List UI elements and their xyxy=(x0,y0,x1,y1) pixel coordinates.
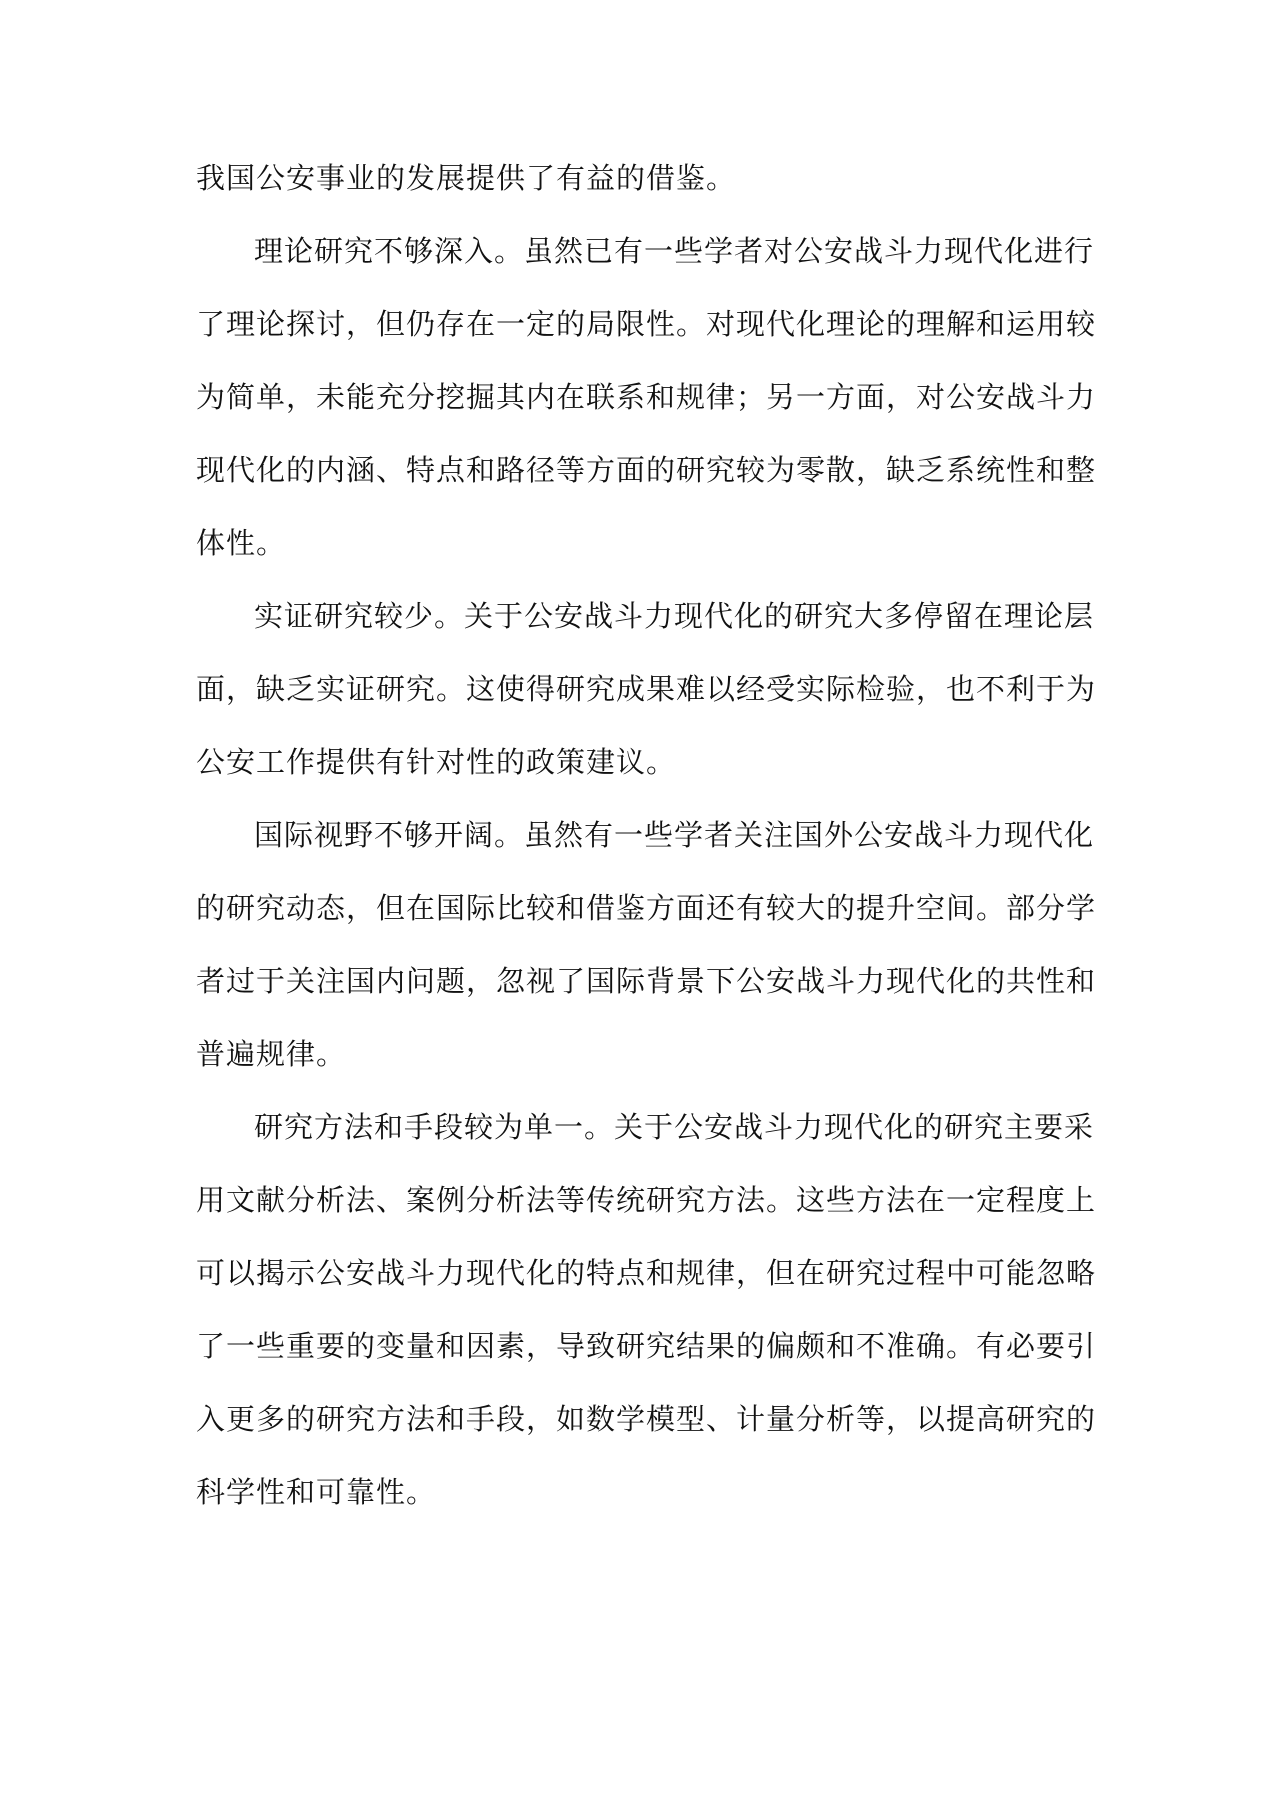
paragraph-5-line-5: 入更多的研究方法和手段，如数学模型、计量分析等，以提高研究的 xyxy=(196,1402,1097,1436)
paragraph-5-line-4: 了一些重要的变量和因素，导致研究结果的偏颇和不准确。有必要引 xyxy=(196,1329,1097,1363)
paragraph-2-line-5: 体性。 xyxy=(196,526,287,560)
paragraph-2-line-4: 现代化的内涵、特点和路径等方面的研究较为零散，缺乏系统性和整 xyxy=(196,453,1097,487)
paragraph-4-line-2: 的研究动态，但在国际比较和借鉴方面还有较大的提升空间。部分学 xyxy=(196,891,1097,925)
paragraph-5-line-6: 科学性和可靠性。 xyxy=(196,1475,437,1509)
paragraph-2-line-1: 理论研究不够深入。虽然已有一些学者对公安战斗力现代化进行 xyxy=(254,234,1095,268)
paragraph-3-line-2: 面，缺乏实证研究。这使得研究成果难以经受实际检验，也不利于为 xyxy=(196,672,1097,706)
paragraph-2-line-2: 了理论探讨，但仍存在一定的局限性。对现代化理论的理解和运用较 xyxy=(196,307,1097,341)
paragraph-5-line-1: 研究方法和手段较为单一。关于公安战斗力现代化的研究主要采 xyxy=(254,1110,1095,1144)
paragraph-4-line-4: 普遍规律。 xyxy=(196,1037,347,1071)
paragraph-3-line-1: 实证研究较少。关于公安战斗力现代化的研究大多停留在理论层 xyxy=(254,599,1095,633)
paragraph-2-line-3: 为简单，未能充分挖掘其内在联系和规律；另一方面，对公安战斗力 xyxy=(196,380,1097,414)
paragraph-5-line-2: 用文献分析法、案例分析法等传统研究方法。这些方法在一定程度上 xyxy=(196,1183,1097,1217)
paragraph-1-line-1: 我国公安事业的发展提供了有益的借鉴。 xyxy=(196,161,737,195)
paragraph-4-line-1: 国际视野不够开阔。虽然有一些学者关注国外公安战斗力现代化 xyxy=(254,818,1095,852)
paragraph-5-line-3: 可以揭示公安战斗力现代化的特点和规律，但在研究过程中可能忽略 xyxy=(196,1256,1097,1290)
paragraph-4-line-3: 者过于关注国内问题，忽视了国际背景下公安战斗力现代化的共性和 xyxy=(196,964,1097,998)
paragraph-3-line-3: 公安工作提供有针对性的政策建议。 xyxy=(196,745,677,779)
